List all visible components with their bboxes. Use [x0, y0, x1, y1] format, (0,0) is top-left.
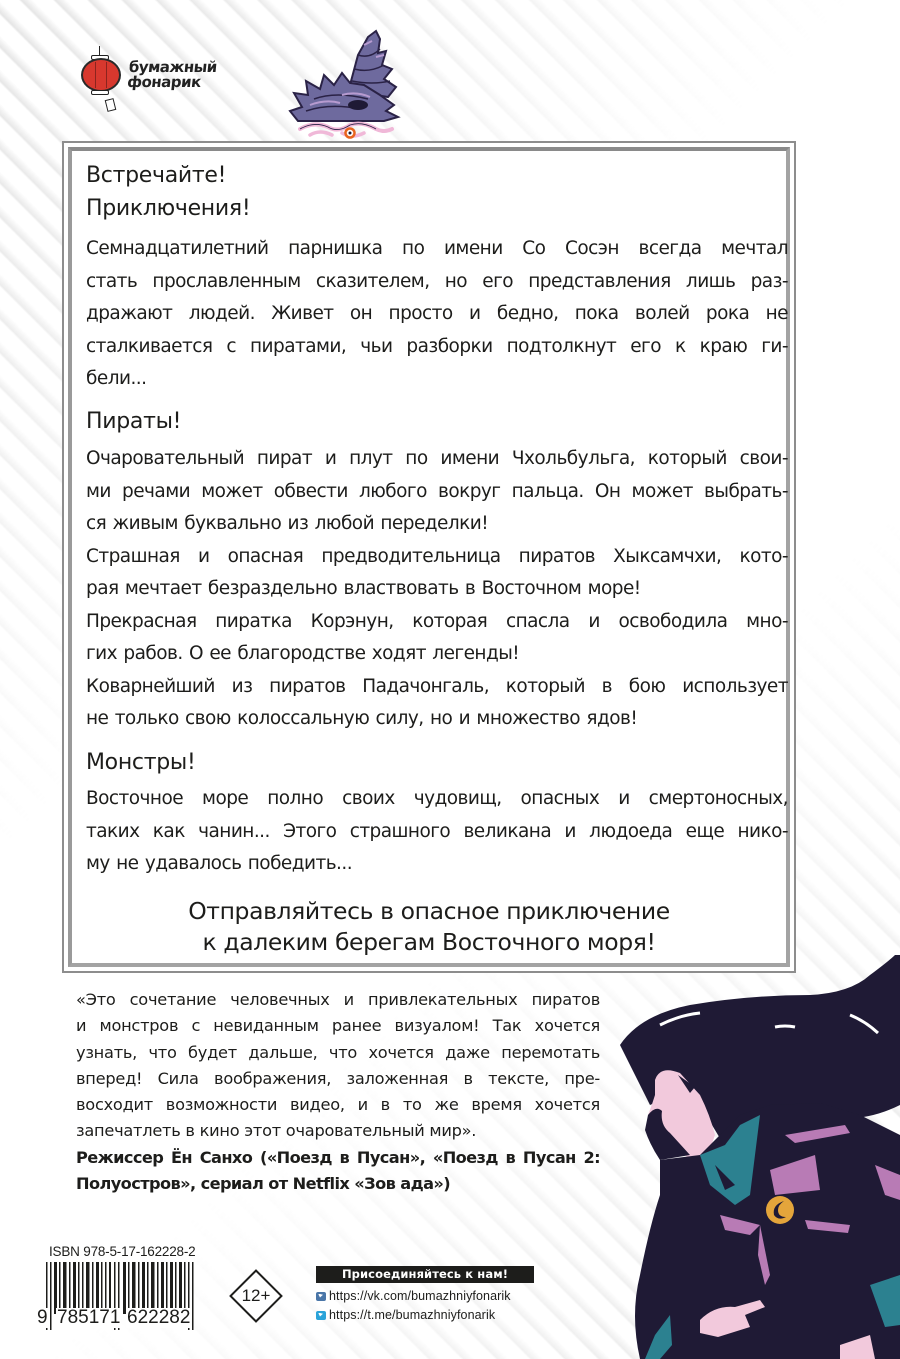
barcode-left-digits: 785171 [57, 1307, 121, 1328]
telegram-link[interactable] [316, 1307, 495, 1323]
vk-link-text: https://vk.com/bumazhniyfonarik [329, 1289, 511, 1303]
paragraph-pirates [86, 443, 788, 736]
heading-meet: Встречайте! [86, 163, 227, 188]
pirate-woman-silhouette-illustration [600, 955, 900, 1359]
heading-monsters: Монстры! [86, 750, 196, 775]
text-line: гих рабов. О ее благородстве ходят легенды! [86, 643, 520, 664]
quote-line: запечатлеть в кино этот очаровательный мир». [76, 1121, 477, 1141]
heading-pirates: Пираты! [86, 409, 182, 434]
telegram-icon [316, 1311, 326, 1320]
quote-line: узнать, что будет дальше, что хочется даже перемотать [76, 1042, 600, 1062]
text-line: Восточное море полно своих чудовищ, опасных и смертоносных, [86, 788, 788, 809]
quote-credit-line: Режиссер Ён Санхо («Поезд в Пусан», «Поезд в Пусан 2: [76, 1147, 600, 1167]
lantern-tag [105, 98, 117, 112]
telegram-link-text: https://t.me/bumazhniyfonarik [329, 1308, 496, 1322]
quote-line: и монстров с невиданным ранее визуалом! Так хочется [76, 1016, 600, 1036]
quote-line: восходит возможности видео, и в то же время хочется [76, 1095, 600, 1115]
text-line: Семнадцатилетний парнишка по имени Со Сосэн всегда мечтал [86, 238, 788, 259]
sea-snail-monster-illustration [280, 25, 410, 145]
age-rating-text: 12+ [241, 1286, 271, 1305]
vk-link[interactable] [316, 1288, 511, 1304]
isbn-label: ISBN 978-5-17-162228-2 [49, 1244, 196, 1259]
barcode-first-digit: 9 [37, 1307, 48, 1328]
callout-text [72, 896, 786, 958]
text-line: сталкивается с пиратами, чьи разборки подтолкнут его к краю ги- [86, 335, 788, 357]
text-line: Страшная и опасная предводительница пиратов Хыксамчхи, кото- [86, 545, 788, 567]
quote-line: «Это сочетание человечных и привлекательных пиратов [76, 990, 600, 1009]
text-line: стать прославленным сказителем, но его представления лишь раз- [86, 270, 788, 292]
publisher-name-line2: фонарик [126, 73, 202, 91]
paragraph-adventures [86, 233, 788, 396]
lantern-cap-bottom [91, 90, 109, 95]
barcode-digits [36, 1308, 204, 1328]
text-line: Прекрасная пиратка Корэнун, которая спасла и освободила мно- [86, 610, 788, 632]
callout-line: к далеким берегам Восточного моря! [202, 928, 656, 956]
callout-line: Отправляйтесь в опасное приключение [188, 897, 670, 925]
barcode-right-digits: 622282 [127, 1307, 191, 1328]
text-line: не только свою колоссальную силу, но и множество ядов! [86, 708, 638, 729]
paper-lantern-icon [81, 58, 121, 92]
text-line: му не удавалось победить... [86, 853, 353, 874]
text-line: ми речами может обвести любого вокруг пальца. Он может выбрать- [86, 480, 788, 502]
text-line: таких как чанин... Этого страшного великана и людоеда еще нико- [86, 820, 788, 842]
text-line: ся живым буквально из любой переделки! [86, 513, 489, 534]
age-rating-badge [228, 1268, 284, 1324]
publisher-name-line1: бумажный [127, 58, 218, 76]
paragraph-monsters [86, 783, 788, 881]
text-line: рая мечтает безраздельно властвовать в Восточном море! [86, 578, 641, 599]
heading-adventures: Приключения! [86, 196, 251, 221]
text-line: Очаровательный пират и плут по имени Чхольбульга, который свои- [86, 448, 788, 469]
quote-credit-line: Полуостров», сериал от Netflix «Зов ада») [76, 1174, 451, 1194]
vk-icon [316, 1292, 326, 1301]
publisher-logo [72, 46, 218, 116]
director-quote [76, 987, 600, 1197]
text-line: Коварнейший из пиратов Падачонгаль, который в бою использует [86, 675, 788, 697]
join-us-banner: Присоединяйтесь к нам! [316, 1266, 534, 1283]
synopsis-box [62, 141, 796, 973]
quote-line: вперед! Сила воображения, заложенная в тексте, пре- [76, 1068, 600, 1088]
text-line: дражают людей. Живет он просто и бедно, пока волей рока не [86, 303, 788, 324]
synopsis-box-inner [68, 147, 790, 967]
publisher-name [126, 60, 217, 90]
text-line: бели... [86, 368, 147, 389]
